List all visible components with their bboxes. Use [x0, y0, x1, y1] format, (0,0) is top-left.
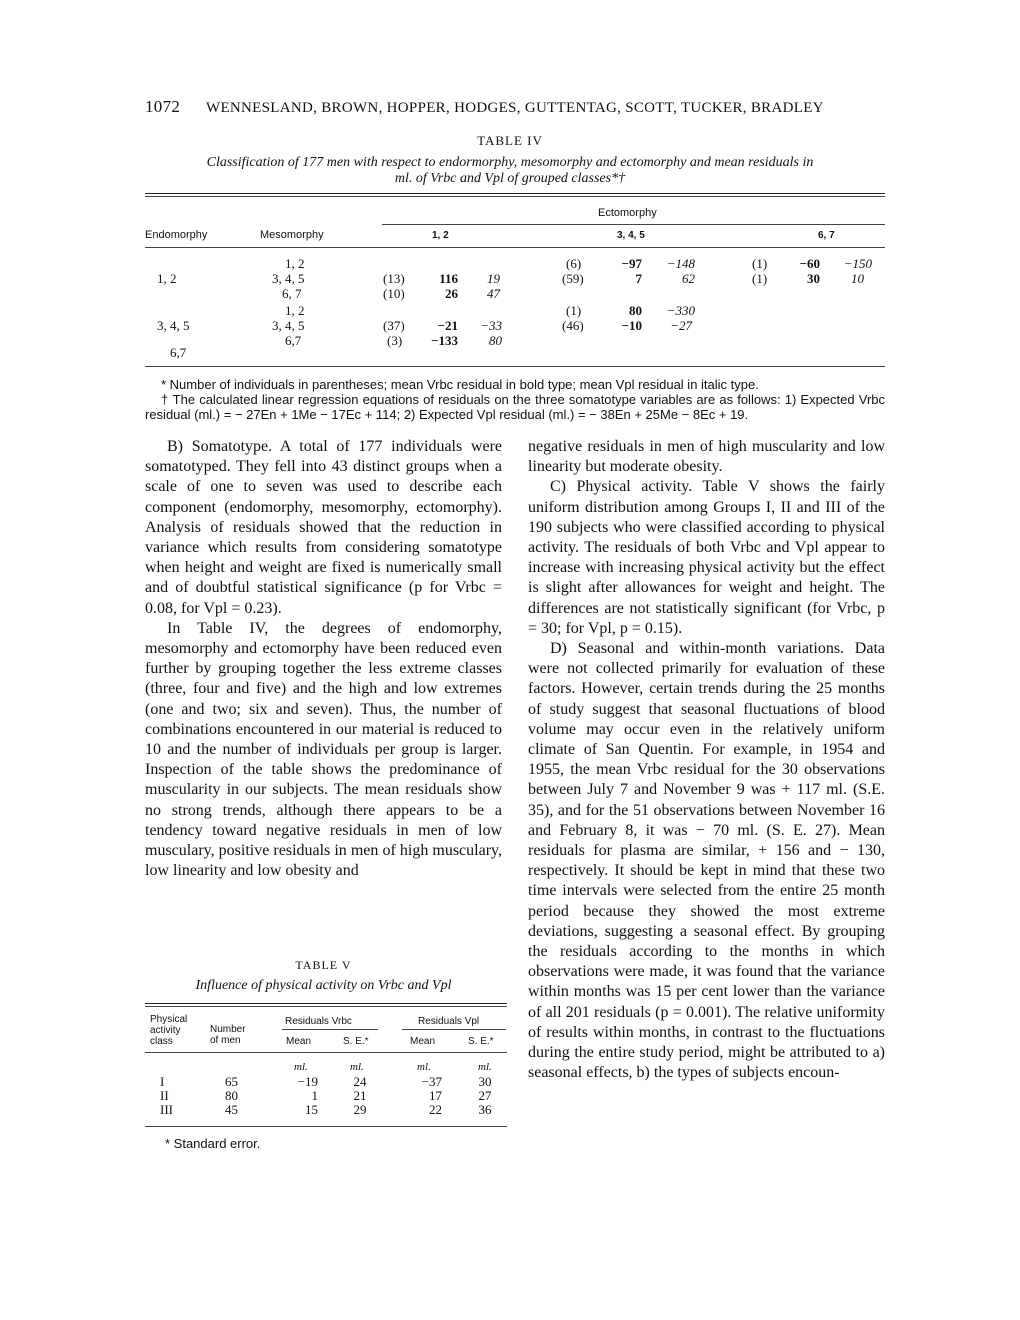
table-cell-n: (1)	[752, 256, 768, 271]
table-cell-vrbc: −10	[621, 318, 642, 333]
table5-top-rule	[145, 1003, 507, 1004]
table5-unit: ml.	[417, 1061, 431, 1073]
table5-header-vrbc: Residuals Vrbc	[285, 1016, 352, 1027]
table-cell-n: (10)	[383, 286, 405, 301]
table4-header-ecto-6-7: 6, 7	[818, 230, 835, 241]
table5-class: II	[160, 1088, 169, 1103]
table4-label: TABLE IV	[477, 133, 543, 148]
table5-vpl-se: 30	[478, 1074, 492, 1089]
table5-header-rule	[145, 1052, 507, 1053]
table-cell-vpl: 80	[489, 333, 502, 348]
table5-top-rule-2	[145, 1006, 507, 1007]
meso-row: 1, 2	[285, 303, 305, 318]
paragraph-seasonal: D) Seasonal and within-month variations. Data were not collected primarily for evaluation of these factors. However, certain trends during the 25 months of study suggest that seasonal fluctuations of blood volume may occur even in the relatively uniform climate of San Quentin. For example, in 1954 and 1955, the mean Vrbc residual for the 30 observations between July 7 and November 9 was + 117 ml. (S.E. 35), and for the 51 observations between November 16 and February 8, it was − 70 ml. (S. E. 27). Mean residuals for plasma are similar, + 156 and − 130, respectively. It should be kept in mind that these two time intervals were selected from the entire 25 month period because they showed the most extreme deviations, suggesting a seasonal effect. By grouping the residuals according to the months in which observations were made, it was found that the variance within months was 15 per cent lower than the variance of all 201 residuals (p = 0.001). The relative uniformity of results within months, in contrast to the fluctuations during the entire study period, might be attributed to a) seasonal effects, b) the types of subjects encoun-	[528, 640, 885, 1082]
table-cell-vrbc: 80	[629, 303, 642, 318]
table5-n: 80	[225, 1088, 238, 1103]
table-cell-n: (3)	[387, 333, 403, 348]
table4-caption: Classification of 177 men with respect to endormorphy, mesomorphy and ectomorphy and mean residuals in ml. of Vrbc and Vpl of grouped classes*†	[206, 155, 814, 186]
table-cell-vrbc: −60	[799, 256, 820, 271]
table4-top-rule	[145, 193, 885, 194]
table-cell-vrbc: −97	[621, 256, 642, 271]
table-row	[160, 1074, 164, 1089]
table-cell-n: (37)	[383, 318, 405, 333]
table-cell-vpl: −33	[480, 318, 502, 333]
table5-class: III	[160, 1102, 173, 1117]
table5-unit: ml.	[350, 1061, 364, 1073]
table4-header-mesomorphy: Mesomorphy	[260, 229, 324, 241]
paragraph-table4-discussion: In Table IV, the degrees of endomorphy, mesomorphy and ectomorphy have been reduced even further by grouping together the less extreme classes (three, four and five) and the high and low extremes (one and two; six and seven). Thus, the number of combinations encountered in our material is reduced to 10 and the number of individuals per group is larger. Inspection of the table shows the predominance of muscularity in our subjects. The mean residuals show no strong trends, although there appears to be a tendency toward negative residuals in men of low musculary, positive residuals in men of high musculary, low linearity and low obesity and	[145, 619, 502, 880]
table5-vpl-mean: 22	[429, 1102, 442, 1117]
table-cell-vrbc: 7	[635, 271, 642, 286]
table5-vrbc-se: 29	[353, 1102, 367, 1117]
table-cell-n: (6)	[566, 256, 582, 271]
page-number: 1072	[145, 97, 181, 116]
table-cell-n: (1)	[566, 303, 582, 318]
table5-vpl-mean: −37	[421, 1074, 442, 1089]
table-cell-vrbc: −133	[431, 333, 458, 348]
table5-footnote: * Standard error.	[165, 1136, 261, 1151]
table5-vpl-se: 36	[478, 1102, 492, 1117]
table5-header-se: S. E.*	[468, 1036, 494, 1047]
author-line: WENNESLAND, BROWN, HOPPER, HODGES, GUTTENTAG, SCOTT, TUCKER, BRADLEY	[205, 100, 824, 116]
table4-top-rule-2	[145, 196, 885, 197]
table5-class: I	[160, 1074, 165, 1089]
table5-header-number: Number of men	[210, 1024, 246, 1046]
table4-header-rule	[145, 247, 885, 248]
table5-vrbc-mean: 15	[305, 1102, 318, 1117]
table5-vrbc-se: 21	[353, 1088, 367, 1103]
endo-row-6-7: 6,7	[170, 345, 187, 360]
table5-n: 65	[225, 1074, 238, 1089]
table5-header-mean: Mean	[286, 1036, 312, 1047]
meso-row: 6,7	[285, 333, 302, 348]
table-cell-vpl: 19	[487, 271, 500, 286]
right-column	[528, 437, 885, 1084]
table4-header-ecto-1-2: 1, 2	[432, 230, 449, 241]
table5-bottom-rule	[145, 1126, 507, 1127]
paragraph-somatotype: B) Somatotype. A total of 177 individuals were somatotyped. They fell into 43 distinct groups when a scale of one to seven was used to describe each component (endomorphy, mesomorphy, ectomorphy). Analysis of residuals showed that the reduction in variance which results from considering somatotype when height and weight are fixed is numerically small and of doubtful statistical significance (p for Vrbc = 0.08, for Vpl = 0.23).	[145, 438, 502, 617]
table-cell-n: (13)	[383, 271, 405, 286]
table4-bottom-rule	[145, 366, 885, 367]
meso-row: 3, 4, 5	[272, 318, 305, 333]
table-cell-vrbc: −21	[437, 318, 458, 333]
table-cell-vrbc: 116	[439, 271, 458, 286]
table-cell-vpl: 62	[682, 271, 695, 286]
paragraph-continuation: negative residuals in men of high muscularity and low linearity but moderate obesity.	[528, 438, 885, 476]
table4-header-ectomorphy: Ectomorphy	[598, 207, 657, 219]
meso-row: 6, 7	[282, 286, 302, 301]
table-cell-vpl: 47	[487, 286, 500, 301]
table-cell-vpl: 10	[851, 271, 864, 286]
table5-vpl-mean: 17	[429, 1088, 442, 1103]
table4-footnote-2: † The calculated linear regression equations of residuals on the three somatotype variables are as follows: 1) Expected Vrbc residual (ml.) = − 27En + 1Me − 17Ec + 114; 2) Expected Vpl residual (ml.) = − 38En + 25Me − 8Ec + 19.	[145, 392, 885, 422]
table5-vpl-rule	[402, 1029, 506, 1030]
table-cell-vpl: −330	[666, 303, 695, 318]
table5-unit: ml.	[294, 1061, 308, 1073]
table4-header-ecto-3-4-5: 3, 4, 5	[617, 230, 645, 241]
meso-row: 3, 4, 5	[272, 271, 305, 286]
table-cell-vrbc: 26	[445, 286, 458, 301]
table-cell-n: (46)	[562, 318, 584, 333]
table4-footnote-1: * Number of individuals in parentheses; mean Vrbc residual in bold type; mean Vpl residual in italic type.	[161, 377, 759, 392]
table-cell-vrbc: 30	[807, 271, 820, 286]
running-header	[145, 97, 845, 117]
table5-label: TABLE V	[295, 958, 352, 972]
table-cell-n: (1)	[752, 271, 768, 286]
table4-ecto-rule	[382, 224, 885, 225]
table-cell-n: (59)	[562, 271, 584, 286]
table-cell-vpl: −27	[670, 318, 692, 333]
table4-footnotes	[145, 377, 885, 422]
table5-header-mean: Mean	[410, 1036, 436, 1047]
table4-header-endomorphy: Endomorphy	[145, 229, 208, 241]
table-cell-vpl: −148	[666, 256, 695, 271]
table5-n: 45	[225, 1102, 238, 1117]
endo-row-1-2: 1, 2	[157, 271, 177, 286]
table5-header-class: Physical activity class	[150, 1014, 188, 1047]
table5-vrbc-se: 24	[353, 1074, 367, 1089]
table5-header-vpl: Residuals Vpl	[418, 1016, 480, 1027]
table5-vrbc-mean: 1	[311, 1088, 318, 1103]
table5-vrbc-mean: −19	[297, 1074, 318, 1089]
paragraph-physical-activity: C) Physical activity. Table V shows the fairly uniform distribution among Groups I, II and III of the 190 subjects who were classified according to physical activity. The residuals of both Vrbc and Vpl appear to increase with increasing physical activity but the effect is slight after allowances for weight and height. The differences are not statistically significant (for Vrbc, p = 30; for Vpl, p = 0.15).	[528, 478, 885, 637]
table5-caption: Influence of physical activity on Vrbc and Vpl	[195, 978, 452, 993]
table5-unit: ml.	[478, 1061, 492, 1073]
left-column	[145, 437, 502, 881]
table5-header-se: S. E.*	[343, 1036, 369, 1047]
meso-row: 1, 2	[285, 256, 305, 271]
table-cell-vpl: −150	[843, 256, 872, 271]
table5-vrbc-rule	[282, 1029, 378, 1030]
table5-vpl-se: 27	[478, 1088, 492, 1103]
endo-row-3-4-5: 3, 4, 5	[157, 318, 190, 333]
